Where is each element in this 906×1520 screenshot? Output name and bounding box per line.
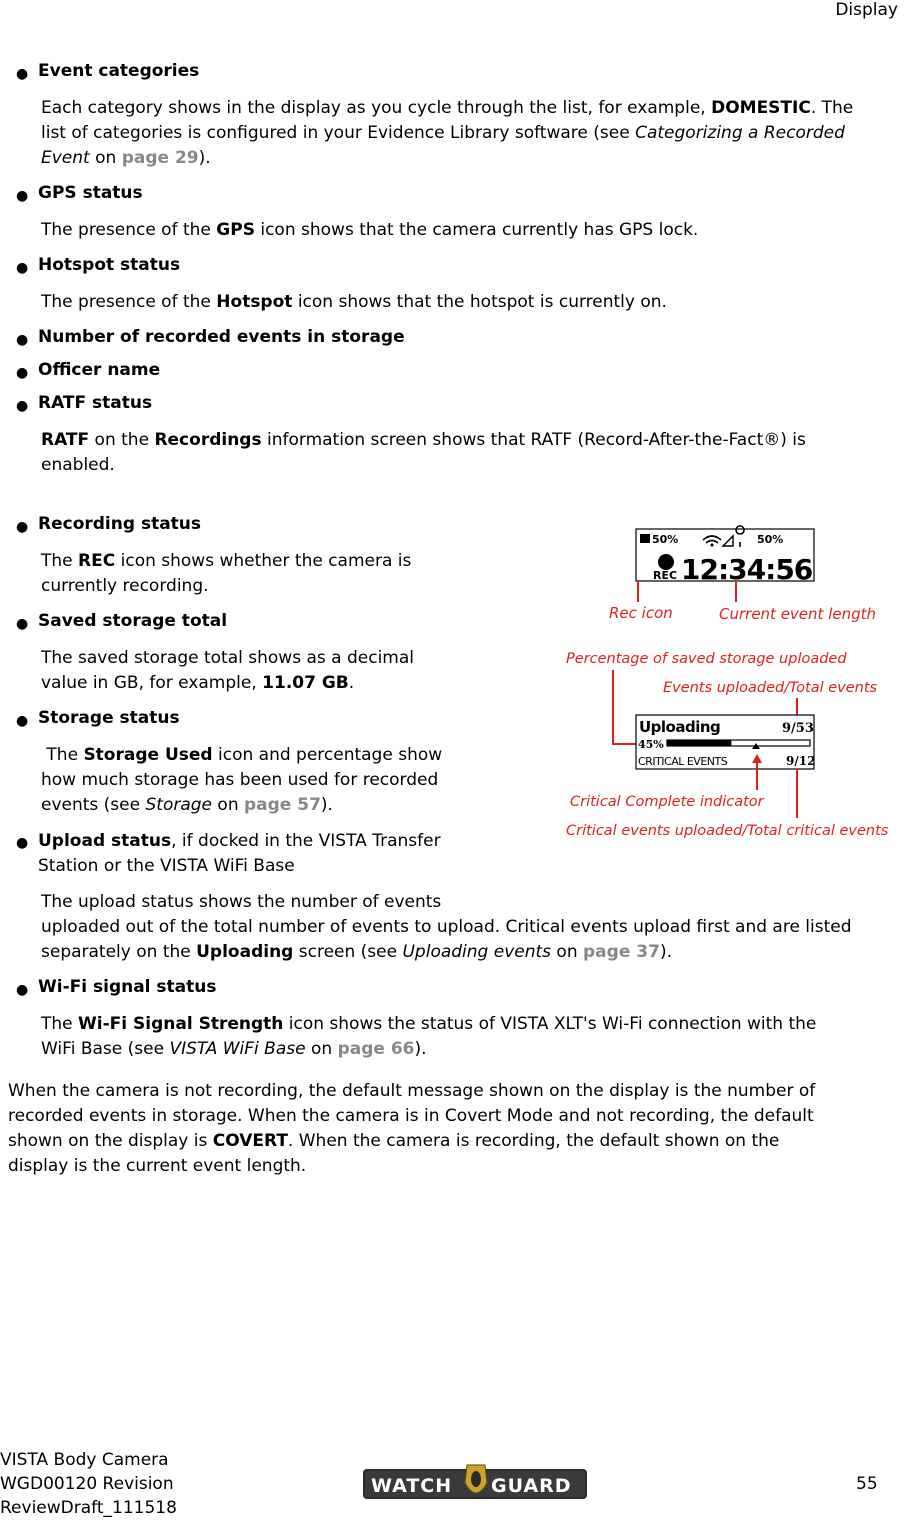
hotspot-text: The presence of the Hotspot icon shows that the hotspot is currently on. <box>41 292 667 312</box>
closing-paragraph: When the camera is not recording, the default message shown on the display is the number of recorded events in storage. When the camera is in Covert Mode and not recording, the default shown on the display is COVERT. When the camera is recording, the default shown on the display is the current event length. <box>8 1081 816 1176</box>
upload-progress-fill <box>667 740 731 746</box>
heading-storage-status: Storage status <box>38 708 180 728</box>
bullet-icon: ● <box>16 519 29 535</box>
uploading-title: Uploading <box>639 718 721 736</box>
heading-gps-status: GPS status <box>38 183 143 203</box>
svg-text:GUARD: GUARD <box>491 1475 572 1497</box>
bullet-icon: ● <box>16 332 29 348</box>
page-29-link[interactable]: page 29 <box>121 148 199 168</box>
storage-text: The Storage Used icon and percentage show how much storage has been used for recorded events (see Storage on page 57). <box>41 745 443 815</box>
event-categories-text: Each category shows in the display as you cycle through the list, for example, DOMESTIC. The list of categories is configured in your Evidence Library software (see Categorizing a Recorded Event on page 29). <box>41 98 854 168</box>
wifi-text: The Wi-Fi Signal Strength icon shows the status of VISTA XLT's Wi-Fi connection with the WiFi Base (see VISTA WiFi Base on page 66). <box>41 1014 817 1059</box>
recording-text: The REC icon shows whether the camera is currently recording. <box>41 551 412 596</box>
heading-ratf-status: RATF status <box>38 393 153 413</box>
label-rec-icon: Rec icon <box>609 604 673 622</box>
display-diagram <box>555 520 906 850</box>
page-66-link[interactable]: page 66 <box>337 1039 415 1059</box>
battery-percent: 50% <box>757 533 784 546</box>
bullet-icon: ● <box>16 66 29 82</box>
heading-number-of-events: Number of recorded events in storage <box>38 327 405 347</box>
upload-count: 9/53 <box>782 721 814 736</box>
bullet-icon: ● <box>16 260 29 276</box>
event-time: 12:34:56 <box>681 553 813 586</box>
ratf-text: RATF on the Recordings information screen shows that RATF (Record-After-the-Fact®) is enabled. <box>41 430 806 475</box>
label-event-length: Current event length <box>719 605 877 623</box>
heading-recording-status: Recording status <box>38 514 202 534</box>
watchguard-logo <box>361 1463 589 1505</box>
upload-status-text: The upload status shows the number of events uploaded out of the total number of events to upload. Critical events upload first and are listed separately on the Uploading screen (see Uploading events on page 37). <box>41 892 852 962</box>
bullet-icon: ● <box>16 982 29 998</box>
label-critical-total: Critical events uploaded/Total critical events <box>566 823 889 839</box>
page-header-title: Display <box>835 0 898 20</box>
rec-dot-icon <box>658 554 674 570</box>
upload-percent: 45% <box>638 738 664 751</box>
bullet-icon: ● <box>16 188 29 204</box>
saved-storage-text: The saved storage total shows as a decimal value in GB, for example, 11.07 GB. <box>41 648 414 693</box>
rec-label: REC <box>653 569 678 582</box>
label-events-total: Events uploaded/Total events <box>663 680 878 696</box>
heading-wifi-status: Wi-Fi signal status <box>38 977 217 997</box>
heading-hotspot-status: Hotspot status <box>38 255 181 275</box>
upload-status-heading: Upload status, if docked in the VISTA Transfer Station or the VISTA WiFi Base <box>38 831 441 876</box>
heading-event-categories: Event categories <box>38 61 200 81</box>
svg-text:WATCH: WATCH <box>371 1475 453 1497</box>
page-57-link[interactable]: page 57 <box>244 795 321 815</box>
heading-officer-name: Officer name <box>38 360 161 380</box>
critical-events-label: CRITICAL EVENTS <box>638 755 728 768</box>
label-critical-indicator: Critical Complete indicator <box>570 794 764 810</box>
label-pct-uploaded: Percentage of saved storage uploaded <box>566 651 847 667</box>
critical-count: 9/12 <box>786 754 816 768</box>
bullet-icon: ● <box>16 616 29 632</box>
bullet-icon: ● <box>16 835 29 851</box>
page-number: 55 <box>856 1474 878 1494</box>
footer-info: VISTA Body Camera WGD00120 Revision ReviewDraft_111518 <box>0 1450 177 1518</box>
storage-icon <box>640 534 650 543</box>
bullet-icon: ● <box>16 398 29 414</box>
bullet-icon: ● <box>16 365 29 381</box>
heading-saved-storage: Saved storage total <box>38 611 228 631</box>
gps-text: The presence of the GPS icon shows that the camera currently has GPS lock. <box>41 220 699 240</box>
bullet-icon: ● <box>16 713 29 729</box>
storage-percent: 50% <box>652 533 679 546</box>
page-37-link[interactable]: page 37 <box>583 942 660 962</box>
